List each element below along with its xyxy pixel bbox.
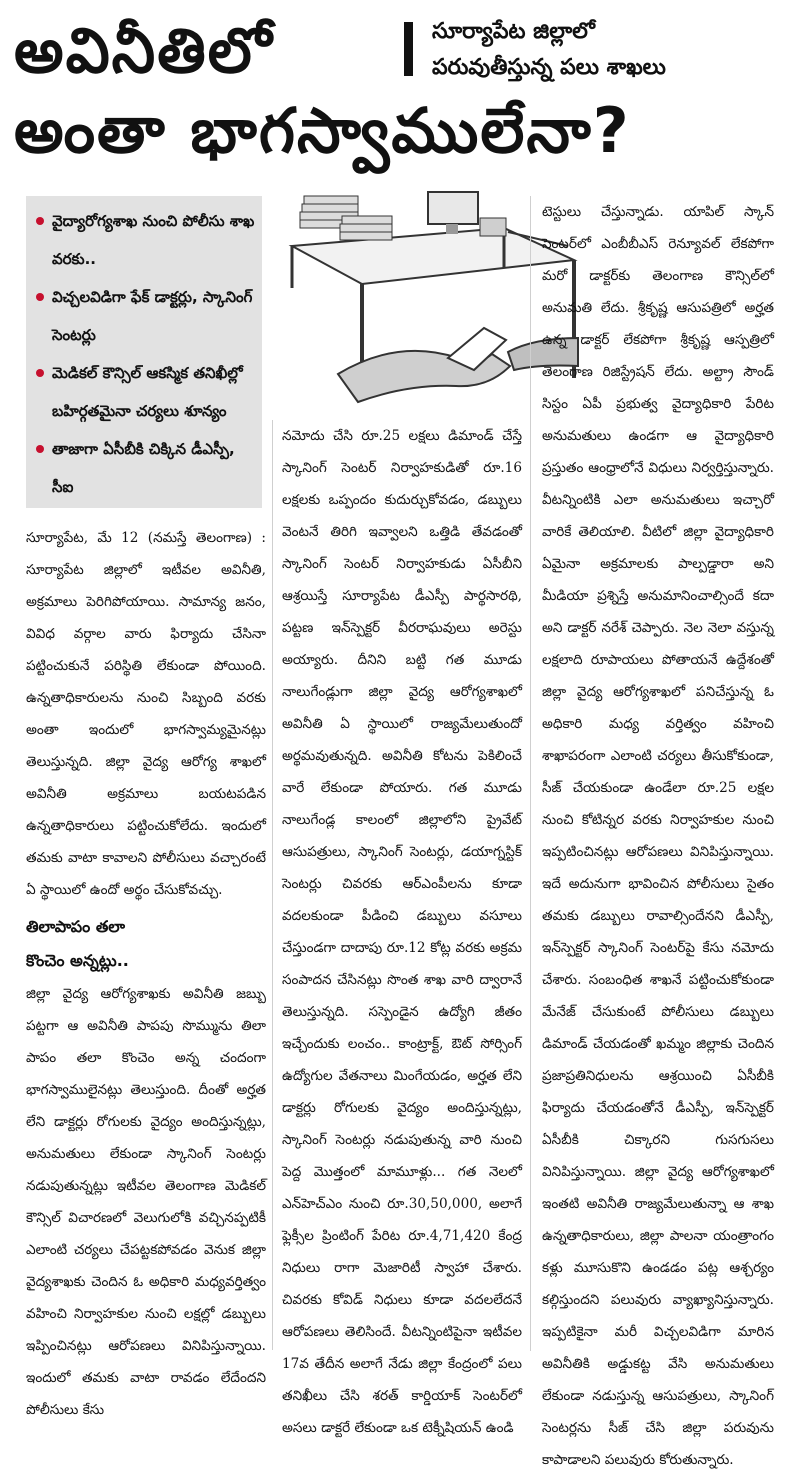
article-column-1 — [26, 522, 266, 1426]
subheadline-line-2: పరువుతీస్తున్న పలు శాఖలు — [432, 55, 666, 80]
article-paragraph: టెస్టులు చేస్తున్నాడు. యాపిల్ స్కాన్ సెంటర్‌లో ఎంబీబీఎస్ రెన్యూవల్ లేకపోగా మరో డాక్టర్‌కు తెలంగాణ కౌన్సిల్‌లో అనుమతి లేదు. శ్రీకృష్ణ ఆసుపత్రిలో అర్హత ఉన్న డాక్టర్ లేకపోగా శ్రీకృష్ణ ఆస్పత్రిలో తెలంగాణ రిజిస్ట్రేషన్ లేదు. అల్ట్రా సౌండ్ సిస్టం ఏపీ ప్రభుత్వ వైద్యాధికారి పేరిట అనుమతులు ఉండగా ఆ వైద్యాధికారి ప్రస్తుతం ఆంధ్రాలోనే విధులు నిర్వర్తిస్తున్నారు. వీటన్నింటికి ఎలా అనుమతులు ఇచ్చారో వారికే తెలియాలి. వీటిలో జిల్లా వైద్యాధికారి ఏమైనా అక్రమాలకు పాల్పడ్డారా అని మీడియా ప్రశ్నిస్తే అనుమానించాల్సిందే కదా అని డాక్టర్ నరేశ్ చెప్పారు. నెల నెలా వస్తున్న లక్షలాది రూపాయలు పోతాయనే ఉద్దేశంతో జిల్లా వైద్య ఆరోగ్యశాఖలో పనిచేస్తున్న ఓ అధికారి మధ్య వర్తిత్వం వహించి శాఖాపరంగా ఎలాంటి చర్యలు తీసుకోకుండా, సీజ్ చేయకుండా ఉండేలా రూ.25 లక్షల నుంచి కోటిన్నర వరకు నిర్వాహకుల నుంచి ఇప్పటించినట్లు ఆరోపణలు వినిపిస్తున్నాయి. ఇదే అదునుగా భావించిన పోలీసులు సైతం తమకు డబ్బులు రావాల్సిందేనని డీఎస్పీ, ఇన్‌స్పెక్టర్ స్కానింగ్ సెంటర్‌పై కేసు నమోదు చేశారు. సంబంధిత శాఖనే పట్టించుకోకుండా మేనేజ్ చేసుకుంటే పోలీసులు డబ్బులు డిమాండ్ చేయడంతో ఖమ్మం జిల్లాకు చెందిన ప్రజాప్రతినిధులను ఆశ్రయించి ఏసీబీకి ఫిర్యాదు చేయడంతోనే డీఎస్పీ, ఇన్‌స్పెక్టర్ ఏసీబీకి చిక్కారని గుసగుసలు వినిపిస్తున్నాయి. జిల్లా వైద్య ఆరోగ్యశాఖలో ఇంతటి అవినీతి రాజ్యమేలుతున్నా ఆ శాఖ ఉన్నతాధికారులు, జిల్లా పాలనా యంత్రాంగం కళ్లు మూసుకొని ఉండడం పట్ల ఆశ్చర్యం కల్గిస్తుందని పలువురు వ్యాఖ్యానిస్తున్నారు. ఇప్పటికైనా మరీ విచ్చలవిడిగా మారిన అవినీతికి అడ్డుకట్ట వేసి అనుమతులు లేకుండా నడుస్తున్న ఆసుపత్రులు, స్కానింగ్ సెంటర్లను సీజ్ చేసి జిల్లా పరువును కాపాడాలని పలువురు కోరుతున్నారు. — [542, 204, 774, 1468]
highlight-item: మెడికల్ కౌన్సిల్ ఆకస్మిక తనిఖీల్లో బహిర్గతమైనా చర్యలు శూన్యం — [32, 354, 256, 430]
bullet-icon — [36, 293, 44, 301]
bribe-illustration — [278, 188, 580, 414]
bullet-icon — [36, 369, 44, 377]
subheadline-line-1: సూర్యాపేట జిల్లాలో — [432, 19, 595, 44]
bullet-icon — [36, 217, 44, 225]
headline-line-2: అంతా భాగస్వాములేనా? — [14, 94, 631, 167]
subheadline — [432, 14, 772, 86]
column-divider — [530, 196, 531, 1351]
headline-line-1: అవినీతిలో — [14, 14, 274, 87]
highlight-item: వైద్యారోగ్యశాఖ నుంచి పోలీసు శాఖ వరకు.. — [32, 202, 256, 278]
article-subhead-line-1: తిలాపాపం తలా — [26, 917, 126, 936]
highlight-item: తాజాగా ఏసీబీకి చిక్కిన డీఎస్పీ, సీఐ — [32, 430, 256, 506]
highlights-box — [26, 196, 262, 508]
column-divider — [272, 420, 273, 1350]
bullet-icon — [36, 445, 44, 453]
article-column-3 — [542, 196, 774, 1476]
article-paragraph: జిల్లా వైద్య ఆరోగ్యశాఖకు అవినీతి జబ్బు పట్టగా ఆ అవినీతి పాపపు సొమ్మును తిలా పాపం తలా కొంచెం అన్న చందంగా భాగస్వాములైనట్లు తెలుస్తుంది. దీంతో అర్హత లేని డాక్టర్లు రోగులకు వైద్యం అందిస్తున్నట్లు, అనుమతులు లేకుండా స్కానింగ్ సెంటర్లు నడుపుతున్నట్లు ఇటీవల తెలంగాణ మెడికల్ కౌన్సిల్ విచారణలో వెలుగులోకి వచ్చినప్పటికీ ఎలాంటి చర్యలు చేపట్టకపోవడం వెనుక జిల్లా వైద్యశాఖకు చెందిన ఓ అధికారి మధ్యవర్తిత్వం వహించి నిర్వాహకుల నుంచి లక్షల్లో డబ్బులు ఇప్పించినట్లు ఆరోపణలు వినిపిస్తున్నాయి. ఇందులో తమకు వాటా రావడం లేదేందని పోలీసులు కేసు — [26, 986, 266, 1418]
headline-divider — [404, 22, 413, 76]
article-subhead — [26, 910, 266, 978]
article-paragraph: సూర్యాపేట, మే 12 (నమస్తే తెలంగాణ) : సూర్యాపేట జిల్లాలో ఇటీవల అవినీతి, అక్రమాలు పెరిగిపోయాయి. సామాన్య జనం, వివిధ వర్గాల వారు ఫిర్యాదు చేసినా పట్టించుకునే పరిస్థితి లేకుండా పోయింది. ఉన్నతాధికారులను నుంచి సిబ్బంది వరకు అంతా ఇందులో భాగస్వామ్యమైనట్లు తెలుస్తున్నది. జిల్లా వైద్య ఆరోగ్య శాఖలో అవినీతి అక్రమాలు బయటపడిన ఉన్నతాధికారులు పట్టించుకోలేదు. ఇందులో తమకు వాటా కావాలని పోలీసులు వచ్చారంటే ఏ స్థాయిలో ఉందో అర్థం చేసుకోవచ్చు. — [26, 530, 266, 898]
article-subhead-line-2: కొంచెం అన్నట్లు.. — [26, 951, 129, 970]
article-paragraph: నమోదు చేసి రూ.25 లక్షలు డిమాండ్ చేస్తే స్కానింగ్ సెంటర్ నిర్వాహకుడితో రూ.16 లక్షలకు ఒప్పందం కుదుర్చుకోవడం, డబ్బులు వెంటనే తిరిగి ఇవ్వాలని ఒత్తిడి తేవడంతో స్కానింగ్ సెంటర్ నిర్వాహకుడు ఏసీబీని ఆశ్రయిస్తే సూర్యాపేట డీఎస్పీ పార్థసారథి, పట్టణ ఇన్‌స్పెక్టర్ వీరరాఘవులు అరెస్టు అయ్యారు. దీనిని బట్టి గత మూడు నాలుగేండ్లుగా జిల్లా వైద్య ఆరోగ్యశాఖలో అవినీతి ఏ స్థాయిలో రాజ్యమేలుతుందో అర్థమవుతున్నది. అవినీతి కోటను పెకిలించే వారే లేకుండా పోయారు. గత మూడు నాలుగేండ్ల కాలంలో జిల్లాలోని ప్రైవేట్ ఆసుపత్రులు, స్కానింగ్ సెంటర్లు, డయాగ్నస్టిక్ సెంటర్లు చివరకు ఆర్ఎంపీలను కూడా వదలకుండా పీడించి డబ్బులు వసూలు చేస్తుండగా దాదాపు రూ.12 కోట్ల వరకు అక్రమ సంపాదన చేసినట్లు సొంత శాఖ వారి ద్వారానే తెలుస్తున్నది. సస్పెండైన ఉద్యోగి జీతం ఇచ్చేందుకు లంచం.. కాంట్రాక్ట్, ఔట్ సోర్సింగ్ ఉద్యోగుల వేతనాలు మింగేయడం, అర్హత లేని డాక్టర్లు రోగులకు వైద్యం అందిస్తున్నట్లు, స్కానింగ్ సెంటర్లు నడుపుతున్న వారి నుంచి పెద్ద మొత్తంలో మామూళ్లు... గత నెలలో ఎన్‌హెచ్ఎం నుంచి రూ.30,50,000, అలాగే ఫ్లెక్సీల ప్రింటింగ్ పేరిట రూ.4,71,420 కేంద్ర నిధులు రాగా మెజారిటీ స్వాహా చేశారు. చివరకు కోవిడ్ నిధులు కూడా వదలలేదనే ఆరోపణలు తెలిసిందే. వీటన్నింటిపైనా ఇటీవల 17వ తేదీన అలాగే నేడు జిల్లా కేంద్రంలో పలు తనిఖీలు చేసి శరత్ కార్డియాక్ సెంటర్‌లో అసలు డాక్టరే లేకుండా ఒక టెక్నీషియన్ ఉండి — [282, 428, 522, 1436]
highlight-item: విచ్చలవిడిగా ఫేక్ డాక్టర్లు, స్కానింగ్ సెంటర్లు — [32, 278, 256, 354]
article-column-2 — [282, 420, 522, 1444]
